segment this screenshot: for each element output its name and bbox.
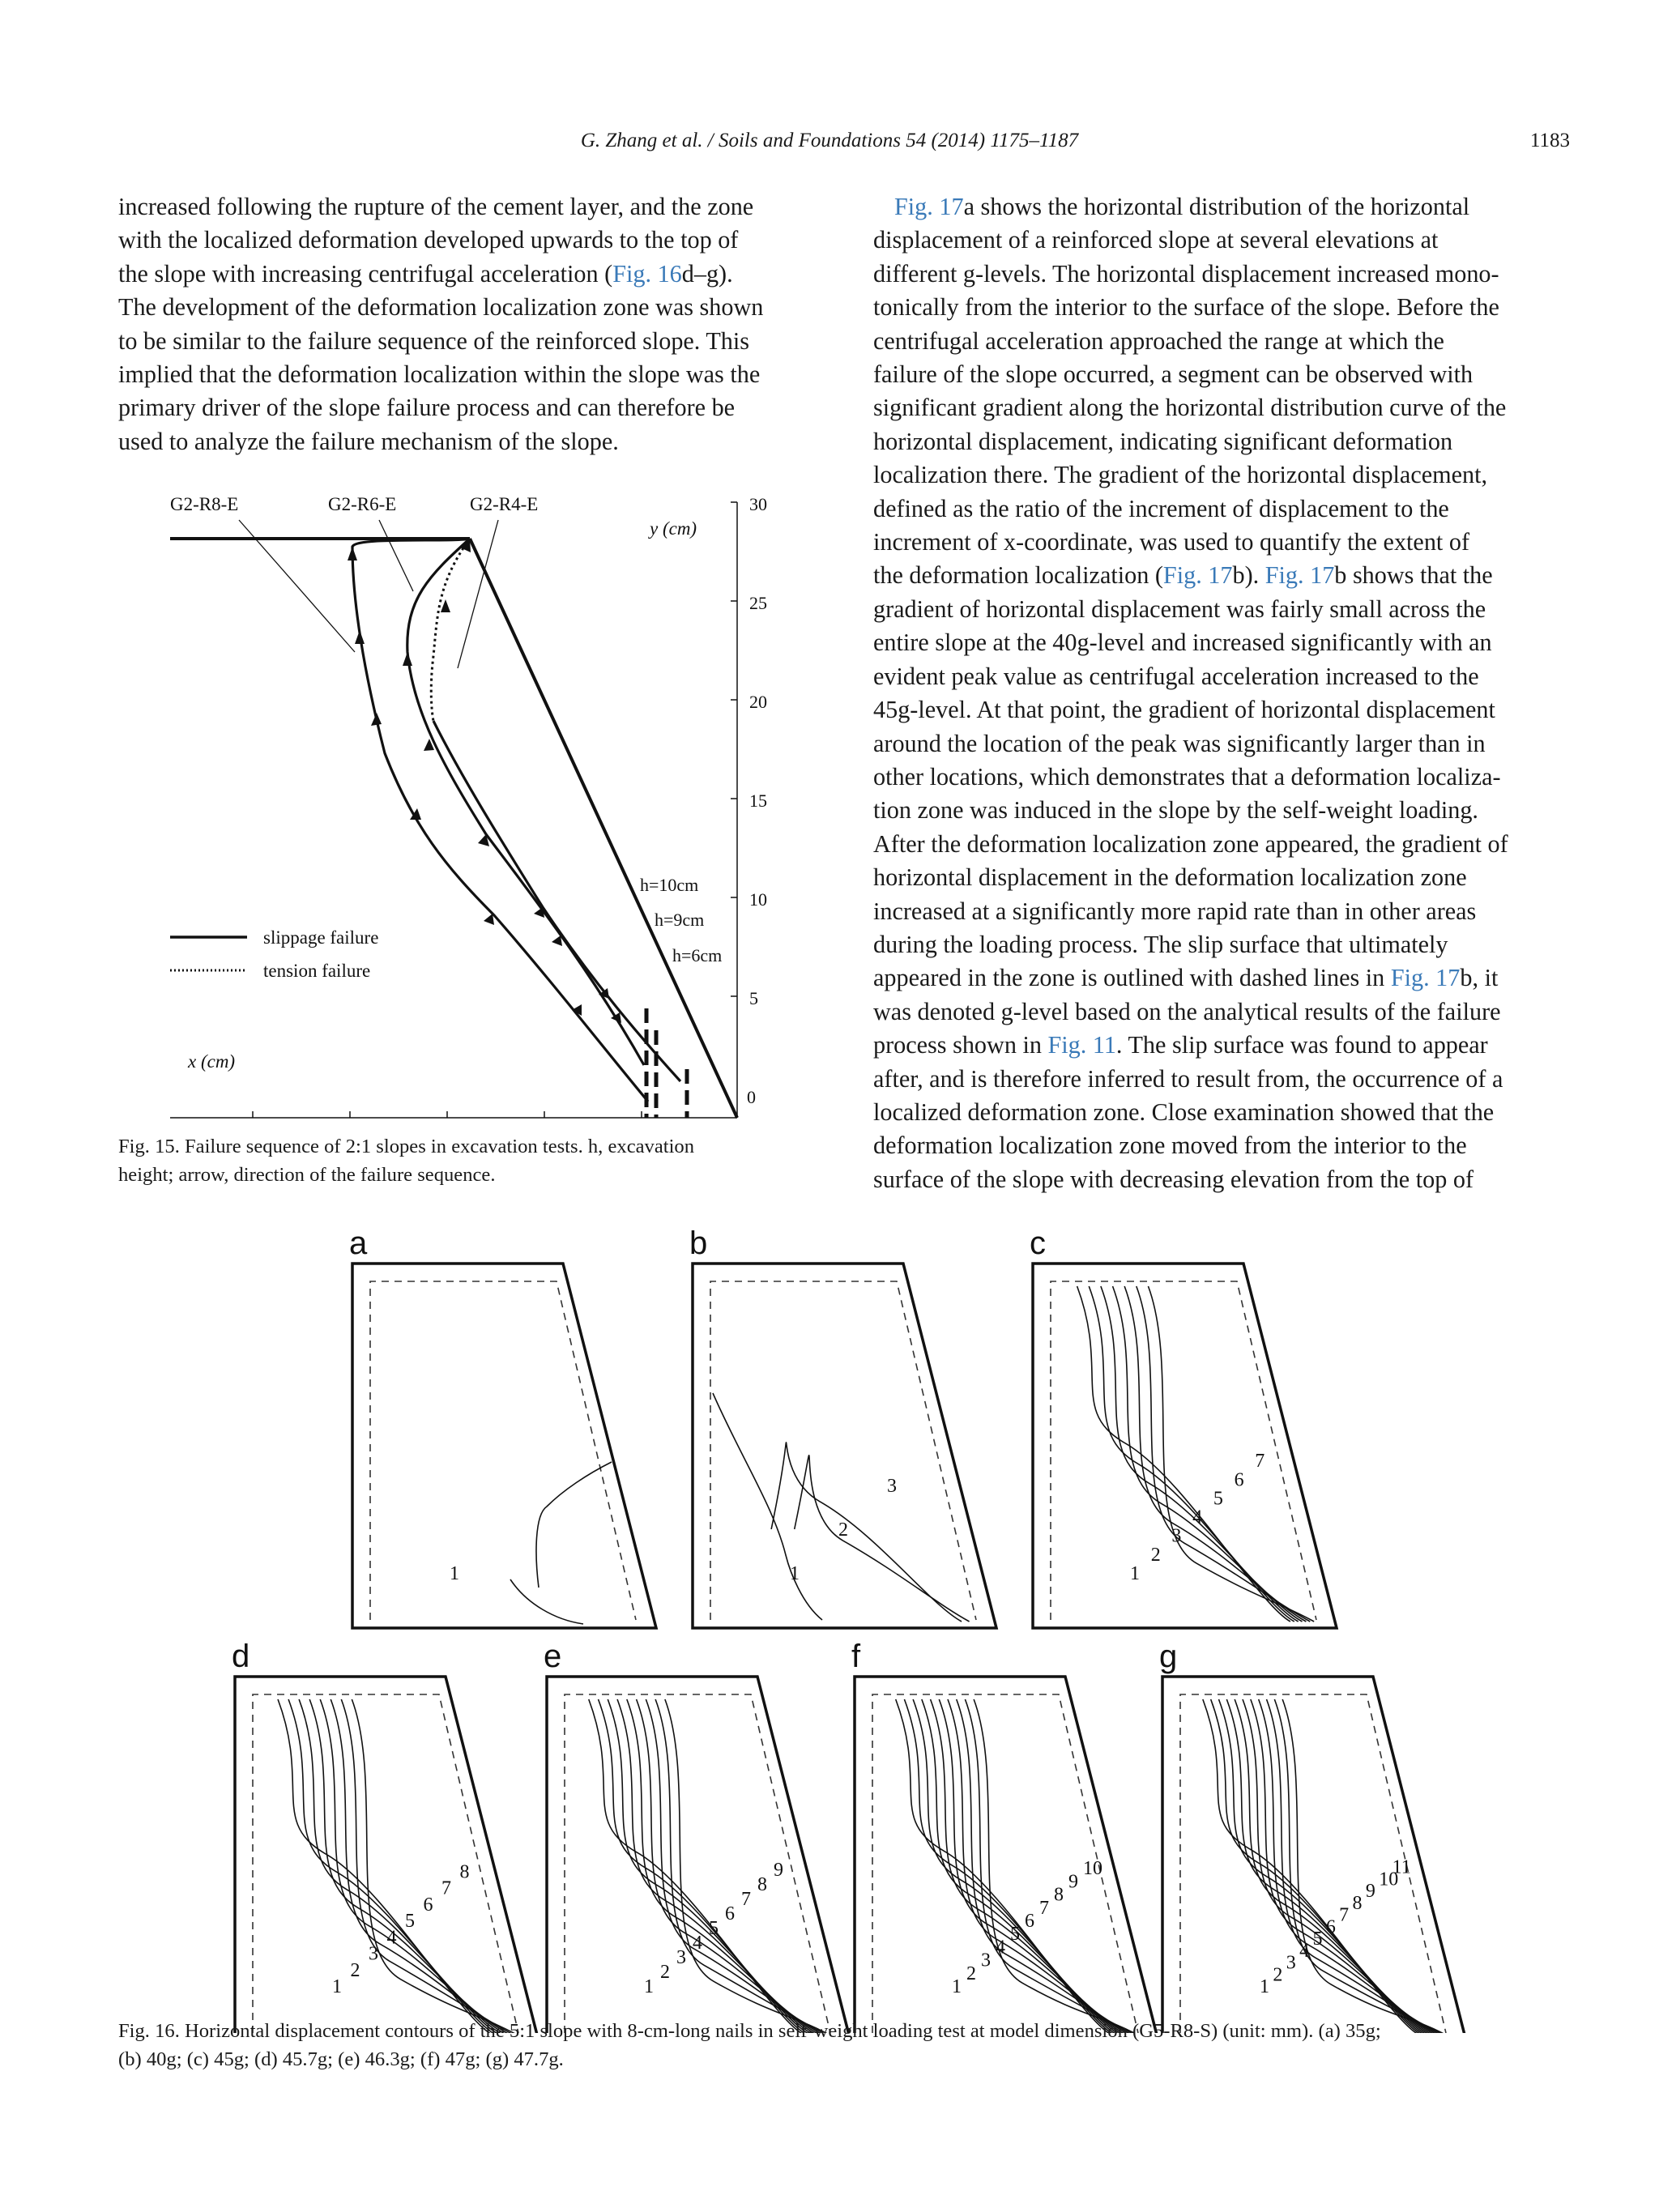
- contour-label: 9: [774, 1860, 783, 1881]
- contour-label: 4: [386, 1927, 397, 1949]
- fig-link[interactable]: Fig. 17: [1265, 561, 1335, 590]
- contour-label: 3: [981, 1950, 991, 1971]
- fig16-panel-f: [851, 1639, 1158, 2033]
- caption-line: Fig. 16. Horizontal displacement contours of the 5:1 slope with 8-cm-long nails in self-weight loading test at model dimension (G5-R8-S) (unit: mm). (a) 35g;: [118, 2020, 1381, 2042]
- text-line: increased at a significantly more rapid rate than in other areas: [873, 897, 1477, 925]
- contour-label: 4: [693, 1933, 702, 1954]
- fig-link[interactable]: Fig. 17: [1162, 561, 1233, 590]
- boundary-dashed: [710, 1281, 976, 1620]
- journal-citation: G. Zhang et al. / Soils and Foundations 54 (2014) 1175–1187: [580, 130, 1079, 151]
- fig-link[interactable]: Fig. 11: [1047, 1031, 1116, 1059]
- text-line: during the loading process. The slip surface that ultimately: [873, 930, 1448, 958]
- h-label-10: h=10cm: [640, 875, 699, 895]
- text-line: around the location of the peak was significantly larger than in: [873, 729, 1486, 757]
- contour-label: 7: [1339, 1904, 1350, 1926]
- model-boundary: [855, 1677, 1158, 2033]
- contour-label: 4: [996, 1937, 1005, 1958]
- contour-label: 2: [350, 1959, 360, 1981]
- model-boundary: [235, 1677, 539, 2033]
- contour-line: [1267, 1699, 1440, 2033]
- contour-label: 5: [1312, 1929, 1323, 1950]
- fig-link[interactable]: Fig. 16: [612, 259, 682, 288]
- contour-label: 1: [790, 1563, 800, 1584]
- test-label-g2-r4-e: G2-R4-E: [470, 494, 539, 514]
- model-boundary: [1162, 1677, 1466, 2033]
- y-tick: 25: [749, 593, 767, 613]
- contour-label: 10: [1083, 1858, 1102, 1880]
- text-line: to be similar to the failure sequence of the reinforced slope. This: [118, 326, 750, 355]
- y-tick: 15: [749, 791, 767, 811]
- contour-line: [352, 1699, 516, 2033]
- boundary-dashed: [253, 1694, 518, 2033]
- test-label-g2-r8-e: G2-R8-E: [170, 494, 239, 514]
- text-line: process shown in Fig. 11. The slip surface was found to appear: [873, 1031, 1488, 1059]
- caption-line: Fig. 15. Failure sequence of 2:1 slopes in excavation tests. h, excavation: [118, 1136, 694, 1157]
- contour-label: 5: [1213, 1488, 1223, 1510]
- contour-line: [965, 1699, 1134, 2033]
- text-line: appeared in the zone is outlined with dashed lines in Fig. 17b, it: [873, 964, 1499, 992]
- tension-curve: [431, 539, 470, 721]
- text-line: localized deformation zone. Close examination showed that the: [873, 1097, 1495, 1126]
- contour-label: 4: [1299, 1940, 1310, 1962]
- panel-letter: g: [1159, 1639, 1178, 1674]
- curve-g2-r6-e: [407, 539, 644, 1065]
- contour-label: 1: [450, 1563, 459, 1584]
- x-axis-label: x (cm): [188, 1051, 236, 1072]
- contour-line: [510, 1462, 612, 1624]
- boundary-dashed: [565, 1694, 830, 2033]
- legend-slippage: slippage failure: [263, 927, 379, 948]
- text-line: 45g-level. At that point, the gradient of horizontal displacement: [873, 696, 1495, 724]
- fig16-panel-b: [689, 1225, 996, 1628]
- failure-curves: [352, 539, 680, 1102]
- y-axis-label: y (cm): [650, 518, 697, 539]
- text-line: different g-levels. The horizontal displacement increased mono-: [873, 259, 1499, 288]
- fig16-panel-c: [1030, 1225, 1337, 1628]
- panel-letter: a: [349, 1225, 368, 1261]
- right-column-text: [873, 190, 1568, 1196]
- text-line: the slope with increasing centrifugal acceleration (Fig. 16d–g).: [118, 259, 733, 288]
- text-line: evident peak value as centrifugal acceleration increased to the: [873, 662, 1479, 690]
- contour-label: 9: [1068, 1871, 1078, 1893]
- contour-label: 1: [332, 1976, 342, 1997]
- text-line: deformation localization zone moved from the interior to the: [873, 1132, 1467, 1160]
- fig15-caption: [118, 1132, 818, 1189]
- running-header: [0, 130, 1659, 162]
- contour-line: [957, 1699, 1132, 2033]
- text-line: primary driver of the slope failure process and can therefore be: [118, 394, 736, 422]
- contour-label: 7: [1255, 1451, 1265, 1473]
- contour-line: [320, 1699, 506, 2033]
- text-line: tion zone was induced in the slope by the self-weight loading.: [873, 796, 1478, 825]
- h-label-6: h=6cm: [672, 945, 723, 965]
- curve-g2-r8-e: [352, 539, 648, 1102]
- text-line: defined as the ratio of the increment of displacement to the: [873, 494, 1449, 522]
- fig15-diagram: [154, 486, 818, 1126]
- h-label-9: h=9cm: [655, 910, 705, 930]
- fig16-caption: [118, 2017, 1568, 2073]
- text-line: surface of the slope with decreasing elevation from the top of: [873, 1165, 1474, 1193]
- contour-label: 10: [1379, 1869, 1399, 1890]
- x-axis: [170, 1111, 737, 1118]
- panel-letter: f: [851, 1639, 861, 1674]
- boundary-dashed: [1051, 1281, 1316, 1620]
- fig16-panel-e: [544, 1639, 851, 2033]
- contour-label: 8: [1352, 1892, 1363, 1914]
- text-line: the deformation localization (Fig. 17b). Fig. 17b shows that the: [873, 561, 1493, 590]
- contour-label: 1: [952, 1976, 962, 1997]
- contour-label: 6: [1234, 1469, 1244, 1491]
- text-line: centrifugal acceleration approached the range at which the: [873, 326, 1444, 355]
- model-boundary: [352, 1264, 656, 1628]
- excavation-lines: [646, 1008, 687, 1118]
- contour-label: 5: [405, 1911, 415, 1932]
- text-line: horizontal displacement in the deformation localization zone: [873, 863, 1467, 892]
- boundary-dashed: [370, 1281, 636, 1620]
- contour-label: 5: [1010, 1924, 1020, 1946]
- contour-line: [713, 1393, 822, 1620]
- contour-label: 1: [1130, 1563, 1140, 1584]
- contour-line: [896, 1699, 1111, 2033]
- contour-label: 11: [1392, 1856, 1411, 1878]
- y-axis: [731, 502, 737, 1118]
- contour-line: [1137, 1286, 1310, 1622]
- text-line: implied that the deformation localization within the slope was the: [118, 360, 761, 389]
- contour-label: 3: [369, 1943, 378, 1965]
- contour-label: 4: [1192, 1507, 1203, 1528]
- panel-letter: d: [232, 1639, 250, 1674]
- text-line: horizontal displacement, indicating significant deformation: [873, 427, 1453, 455]
- contour-label: 8: [757, 1874, 767, 1895]
- text-line: used to analyze the failure mechanism of the slope.: [118, 427, 619, 455]
- contour-label: 3: [1286, 1952, 1296, 1974]
- text-line: after, and is therefore inferred to result from, the occurrence of a: [873, 1064, 1503, 1093]
- text-line: significant gradient along the horizontal distribution curve of the: [873, 394, 1507, 422]
- contour-line: [1203, 1699, 1418, 2033]
- contour-label: 9: [1365, 1881, 1375, 1903]
- contour-label: 5: [709, 1918, 719, 1939]
- text-line: The development of the deformation localization zone was shown: [118, 293, 764, 322]
- contour-label: 7: [741, 1889, 751, 1910]
- fig16-panel-g: [1159, 1639, 1466, 2033]
- contour-label: 7: [1039, 1897, 1049, 1919]
- text-line: with the localized deformation developed upwards to the top of: [118, 226, 739, 254]
- contour-label: 6: [423, 1894, 433, 1916]
- fig16-panel-d: [232, 1639, 539, 2033]
- contour-label: 3: [676, 1947, 686, 1968]
- contour-label: 2: [1150, 1544, 1161, 1566]
- text-line: increased following the rupture of the cement layer, and the zone: [118, 193, 754, 220]
- contour-label: 3: [887, 1476, 897, 1497]
- model-boundary: [547, 1677, 851, 2033]
- panel-letter: c: [1030, 1225, 1046, 1261]
- contour-label: 8: [459, 1861, 470, 1883]
- y-tick: 20: [749, 692, 767, 712]
- slope-surface: [170, 539, 737, 1118]
- contour-label: 2: [660, 1962, 670, 1983]
- contour-label: 1: [644, 1976, 654, 1997]
- contour-label: 6: [1025, 1911, 1034, 1932]
- contour-label: 2: [1273, 1964, 1283, 1986]
- y-tick: 30: [749, 494, 767, 514]
- text-line: tonically from the interior to the surface of the slope. Before the: [873, 293, 1499, 322]
- y-tick-labels: [747, 494, 767, 1107]
- text-line: other locations, which demonstrates that a deformation localiza-: [873, 762, 1501, 791]
- text-line: was denoted g-level based on the analytical results of the failure: [873, 997, 1501, 1025]
- text-line: entire slope at the 40g-level and increased significantly with an: [873, 629, 1492, 657]
- contour-line: [655, 1699, 825, 2033]
- page-number: 1183: [1529, 130, 1570, 151]
- panel-letter: e: [544, 1639, 562, 1674]
- fig-link[interactable]: Fig. 17: [894, 193, 964, 220]
- contour-line: [637, 1699, 820, 2033]
- text-line: Fig. 17a shows the horizontal distribution of the horizontal: [894, 193, 1470, 220]
- contour-label: 2: [966, 1963, 976, 1984]
- text-line: displacement of a reinforced slope at several elevations at: [873, 226, 1439, 254]
- contour-label: 3: [1171, 1525, 1182, 1547]
- contour-label: 6: [1325, 1916, 1336, 1938]
- text-line: After the deformation localization zone appeared, the gradient of: [873, 829, 1508, 858]
- caption-line: height; arrow, direction of the failure sequence.: [118, 1164, 496, 1186]
- contour-label: 8: [1054, 1884, 1064, 1906]
- curve-g2-r4-e: [433, 721, 680, 1081]
- contour-line: [1211, 1699, 1422, 2033]
- text-line: gradient of horizontal displacement was fairly small across the: [873, 595, 1486, 623]
- contour-label: 7: [441, 1877, 451, 1899]
- contour-line: [771, 1443, 962, 1622]
- contour-label: 1: [1260, 1976, 1269, 1997]
- contour-line: [589, 1699, 804, 2033]
- text-line: localization there. The gradient of the horizontal displacement,: [873, 461, 1488, 489]
- fig16-contours: [0, 1223, 1659, 2033]
- panel-letter: b: [689, 1225, 708, 1261]
- text-line: increment of x-coordinate, was used to quantify the extent of: [873, 528, 1469, 556]
- caption-line: (b) 40g; (c) 45g; (d) 45.7g; (e) 46.3g; (f) 47g; (g) 47.7g.: [118, 2048, 564, 2070]
- text-line: failure of the slope occurred, a segment can be observed with: [873, 360, 1473, 389]
- y-tick: 10: [749, 889, 767, 910]
- fig-link[interactable]: Fig. 17: [1390, 964, 1461, 992]
- test-label-g2-r6-e: G2-R6-E: [328, 494, 397, 514]
- legend-tension: tension failure: [263, 961, 371, 981]
- model-boundary: [1033, 1264, 1337, 1628]
- y-tick: 5: [749, 988, 758, 1008]
- contour-label: 6: [725, 1903, 735, 1924]
- y-tick: 0: [747, 1087, 756, 1107]
- fig16-panel-a: [349, 1225, 656, 1628]
- contour-label: 2: [838, 1519, 848, 1541]
- left-column-text: [118, 190, 818, 458]
